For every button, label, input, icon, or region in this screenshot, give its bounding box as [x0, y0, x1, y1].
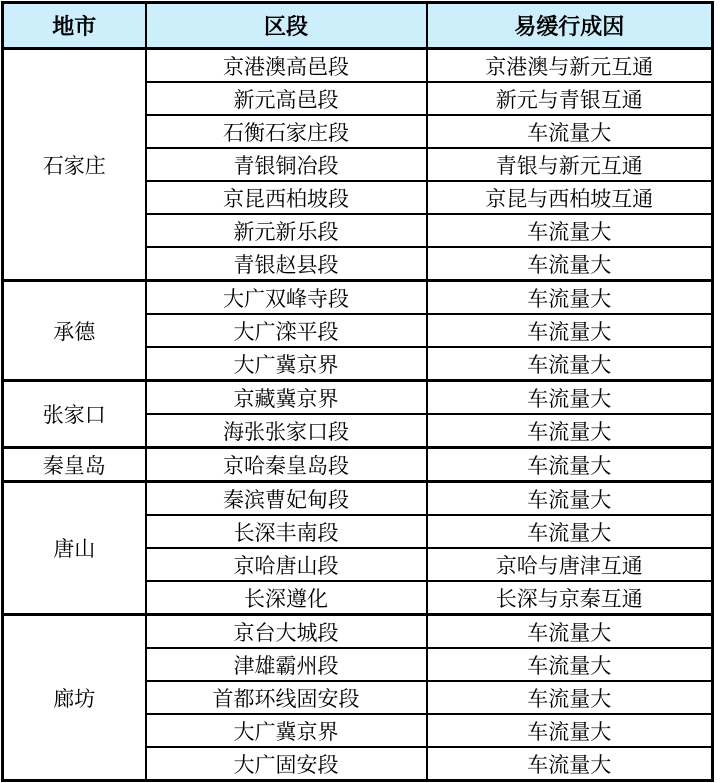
section-cell: 新元高邑段	[146, 82, 427, 115]
table-row	[3, 482, 713, 516]
cause-cell: 车流量大	[427, 381, 713, 415]
city-cell-qinhuangdao: 秦皇岛	[3, 448, 146, 482]
section-cell: 京藏冀京界	[146, 381, 427, 415]
cause-cell: 车流量大	[427, 747, 713, 781]
cause-cell: 车流量大	[427, 414, 713, 448]
city-cell-langfang: 廊坊	[3, 615, 146, 781]
cause-cell: 车流量大	[427, 515, 713, 548]
congestion-table	[1, 1, 714, 782]
section-cell: 京台大城段	[146, 615, 427, 649]
cause-cell: 京哈与唐津互通	[427, 548, 713, 581]
city-cell-shijiazhuang: 石家庄	[3, 49, 146, 281]
cause-cell: 车流量大	[427, 314, 713, 347]
cause-cell: 长深与京秦互通	[427, 581, 713, 615]
cause-cell: 车流量大	[427, 681, 713, 714]
section-cell: 青银铜冶段	[146, 148, 427, 181]
section-cell: 石衡石家庄段	[146, 115, 427, 148]
header-row	[3, 3, 713, 49]
section-cell: 长深丰南段	[146, 515, 427, 548]
section-cell: 海张张家口段	[146, 414, 427, 448]
cause-cell: 车流量大	[427, 648, 713, 681]
section-cell: 首都环线固安段	[146, 681, 427, 714]
section-cell: 长深遵化	[146, 581, 427, 615]
section-cell: 津雄霸州段	[146, 648, 427, 681]
section-cell: 京哈唐山段	[146, 548, 427, 581]
section-cell: 大广双峰寺段	[146, 281, 427, 315]
section-cell: 新元新乐段	[146, 214, 427, 247]
cause-cell: 新元与青银互通	[427, 82, 713, 115]
section-cell: 京港澳高邑段	[146, 49, 427, 83]
section-cell: 秦滨曹妃甸段	[146, 482, 427, 516]
cause-cell: 车流量大	[427, 615, 713, 649]
city-cell-zhangjiakou: 张家口	[3, 381, 146, 448]
section-cell: 大广冀京界	[146, 347, 427, 381]
header-cell-city: 地市	[3, 3, 146, 49]
table-row	[3, 448, 713, 482]
cause-cell: 京昆与西柏坡互通	[427, 181, 713, 214]
cause-cell: 车流量大	[427, 482, 713, 516]
cause-cell: 车流量大	[427, 347, 713, 381]
cause-cell: 青银与新元互通	[427, 148, 713, 181]
table-header	[3, 3, 713, 49]
section-cell: 京昆西柏坡段	[146, 181, 427, 214]
cause-cell: 车流量大	[427, 448, 713, 482]
section-cell: 大广固安段	[146, 747, 427, 781]
cause-cell: 车流量大	[427, 115, 713, 148]
table-row	[3, 381, 713, 415]
cause-cell: 车流量大	[427, 281, 713, 315]
cause-cell: 车流量大	[427, 214, 713, 247]
section-cell: 大广冀京界	[146, 714, 427, 747]
city-cell-tangshan: 唐山	[3, 482, 146, 615]
cause-cell: 车流量大	[427, 247, 713, 281]
cause-cell: 车流量大	[427, 714, 713, 747]
section-cell: 京哈秦皇岛段	[146, 448, 427, 482]
cause-cell: 京港澳与新元互通	[427, 49, 713, 83]
header-cell-cause: 易缓行成因	[427, 3, 713, 49]
section-cell: 青银赵县段	[146, 247, 427, 281]
table-row	[3, 281, 713, 315]
city-cell-chengde: 承德	[3, 281, 146, 381]
table-row	[3, 615, 713, 649]
header-cell-section: 区段	[146, 3, 427, 49]
section-cell: 大广滦平段	[146, 314, 427, 347]
table-row	[3, 49, 713, 83]
